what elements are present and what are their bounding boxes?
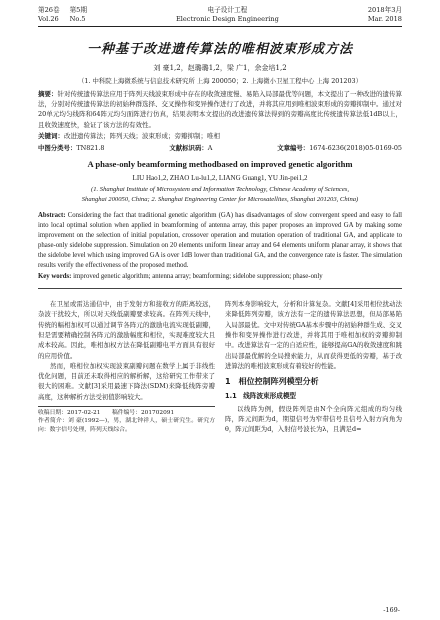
- doc-code-label: 文献标识码：: [169, 144, 208, 153]
- subsection-heading: 1.1 线阵波束形成模型: [225, 392, 297, 401]
- keywords-en: [38, 272, 402, 282]
- volume-cn: 第26卷: [38, 6, 60, 14]
- header-rule: [38, 26, 402, 27]
- keywords-cn-label: 关键词：: [38, 131, 64, 140]
- journal-name: [176, 6, 279, 24]
- footnote-author: 作者简介：刘 豪(1992—)，男，湖北钟祥人，硕士研究生。研究方向：数字信号处理，阵列天线综合。: [38, 418, 215, 433]
- body-paragraph: 然而，唯相位加权实现波束副瓣问题在数学上属于非线性优化问题，目前还未取得相应的解析解，这给研究工作带来了很大的困难。文献[3]采用最速下降法(SDM)来降低线阵旁瓣高度，这种解析方法受初值影响较大。: [38, 361, 215, 401]
- volume-en: Vol.26: [38, 15, 59, 23]
- volume-issue: [38, 6, 87, 24]
- classification-line: [38, 143, 402, 152]
- doc-code-value: A: [207, 144, 213, 153]
- abstract-cn: [38, 89, 402, 130]
- body-paragraph: 以线阵为例，假设阵列是由N个全向阵元组成的均匀线阵，阵元间距为d，期望信号为窄带信号且信号入射方向角为θ，阵元间距为d，入射信号波长为λ，且满足d=: [225, 404, 402, 434]
- page-number: -169-: [383, 606, 400, 614]
- body-columns: [38, 299, 402, 435]
- publication-date: [368, 6, 402, 24]
- keywords-en-label: Key words:: [38, 273, 72, 281]
- right-column: [225, 299, 402, 435]
- section-heading: 1 相位控制阵列模型分析: [225, 377, 319, 387]
- abstract-rule: [38, 288, 402, 289]
- left-column: [38, 299, 215, 435]
- keywords-cn-text: 改进遗传算法；阵列天线；波束形成；旁瓣抑制；唯相: [64, 131, 220, 140]
- date-cn: 2018年3月: [367, 6, 402, 14]
- abstract-cn-label: 摘要：: [38, 90, 58, 98]
- affiliation-cn: （1. 中科院上海微系统与信息技术研究所 上海 200050；2. 上海微小卫星工程中心 上海 201203）: [77, 77, 363, 85]
- date-en: Mar. 2018: [367, 15, 402, 23]
- clc-value: TN821.8: [76, 144, 105, 153]
- running-header: [38, 0, 402, 24]
- paper-title-cn: 一种基于改进遗传算法的唯相波束形成方法: [86, 42, 353, 57]
- article-no-label: 文章编号：: [277, 144, 310, 153]
- keywords-en-text: improved genetic algorithm; antenna array; beamforming; sidelobe suppression; phase-only: [73, 273, 323, 281]
- article-no-value: 1674-6236(2018)05-0169-05: [309, 144, 402, 153]
- paper-title-en: A phase-only beamforming methodbased on improved genetic algorithm: [87, 159, 353, 170]
- body-paragraph: 阵列本身影响较大，分析和计算复杂。文献[4]采用相位扰动法来降低阵列旁瓣，该方法有一定的遗传算法思想，但局部易陷入局部最优。文中对传统GA基本步骤中的初始种群生成、交叉操作和变异操作进行改进，并将其用于唯相加权的旁瓣抑制中。改进算法有一定的自适应性，能够提高GA的收敛速度和跳出局部最优解的全局搜索能力，从而获得更低的旁瓣，基于改进算法的唯相波束形成有着较好的性能。: [225, 300, 402, 370]
- journal-en: Electronic Design Engineering: [175, 15, 279, 23]
- abstract-en: [38, 211, 402, 271]
- body-paragraph: 在卫星或雷达通信中，由于发射方和接收方的距离较远，杂波干扰较大，所以对天线低副瓣要求较高。在阵列天线中，传统的幅相加权可以通过调节各阵元的激励电流实现低副瓣，但是需要精确控制各阵元的激励幅度和相位，实现难度较大且成本较高。因此，唯相加权方法在降低副瓣电平方面具有很好的应用价值。: [38, 300, 215, 360]
- journal-cn: 电子设计工程: [207, 6, 248, 14]
- authors-en: LIU Hao1,2, ZHAO Lu-lu1,2, LIANG Guang1, YU Jin-pei1,2: [132, 174, 308, 183]
- abstract-en-label: Abstract:: [38, 212, 66, 220]
- issue-en: No.5: [69, 15, 86, 23]
- abstract-en-text: Considering the fact that traditional genetic algorithm (GA) has disadvantages of slow convergent speed and easy to fall into local optimal solution when applied in beamforming of antenna array, this paper proposes an improved GA by making some improvement on the selection of initial population, crossover operation and mutation operation of traditional GA, and applicate to phase-only sidelobe suppression. Simulation on 20 elements uniform linear array and 64 elements uniform planar array, it shows that the sidelobe level which using improved GA is over 1dB lower than traditional GA, and the convergence rate is faster. The simulation results verify the effectiveness of the proposed method.: [38, 212, 402, 270]
- authors-cn: 刘 豪1,2，赵璐璐1,2，梁 广1，余金培1,2: [153, 64, 287, 72]
- affiliation-en-line2: Shanghai 200050, China; 2. Shanghai Engineering Center for Microsatellites, Shanghai 201203, China): [81, 196, 359, 204]
- abstract-cn-text: 针对传统遗传算法应用于阵列天线波束形成中存在的收敛速度慢、易陷入局部最优等问题，本文提出了一种改进的遗传算法，分别对传统遗传算法的初始种群选择、交叉操作和变异操作进行了改进，并将其应用到唯相波束形成的旁瓣抑制中。通过对20单元均匀线阵和64阵元均匀面阵进行仿真，结果表明本文提出的改进遗传算法得到的旁瓣高度比传统遗传算法低1dB以上，且收敛速度快，验证了该方法的有效性。: [38, 90, 402, 129]
- clc-label: 中图分类号：: [38, 144, 77, 153]
- footnote: [38, 406, 215, 434]
- affiliation-en: [38, 185, 402, 205]
- keywords-cn: [38, 131, 402, 141]
- affiliation-en-line1: (1. Shanghai Institute of Microsystem and Information Technology, Chinese Academy of Sciences,: [91, 186, 349, 194]
- footnote-received: 收稿日期：2017-02-21 稿件编号：201702091: [38, 409, 175, 416]
- issue-cn: 第5期: [69, 6, 87, 14]
